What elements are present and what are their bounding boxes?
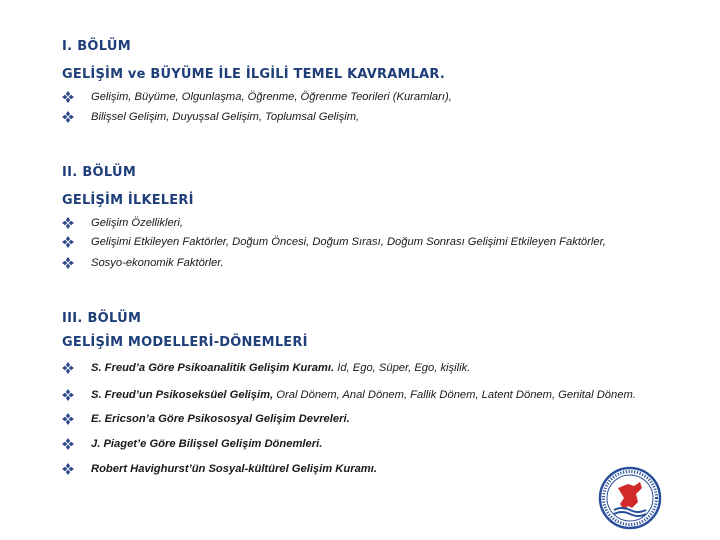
list-item-bold: Robert Havighurst’ün Sosyal-kültürel Gelişim Kuramı. bbox=[91, 463, 377, 475]
list-item-text bbox=[91, 413, 350, 425]
list-item bbox=[62, 463, 377, 475]
list-item-text bbox=[91, 362, 470, 374]
list-item-text: Gelişim Özellikleri, bbox=[91, 217, 183, 229]
section2-subtitle: GELİŞİM İLKELERİ bbox=[62, 193, 194, 208]
university-emblem-icon bbox=[598, 466, 662, 530]
list-item bbox=[62, 362, 470, 374]
diamond-bullet-icon bbox=[62, 438, 74, 450]
list-item bbox=[62, 438, 322, 450]
list-item bbox=[62, 236, 606, 248]
list-item-text: Gelişimi Etkileyen Faktörler, Doğum Öncesi, Doğum Sırası, Doğum Sonrası Gelişimi Etkileyen Faktörler, bbox=[91, 236, 606, 248]
list-item-bold: S. Freud’a Göre Psikoanalitik Gelişim Kuramı. bbox=[91, 362, 335, 374]
list-item-text: Sosyo-ekonomik Faktörler. bbox=[91, 257, 224, 269]
list-item-bold: J. Piaget’e Göre Bilişsel Gelişim Dönemleri. bbox=[91, 438, 323, 450]
list-item-text: Bilişsel Gelişim, Duyuşsal Gelişim, Toplumsal Gelişim, bbox=[91, 111, 360, 123]
list-item-bold: E. Ericson’a Göre Psikososyal Gelişim Devreleri. bbox=[91, 413, 350, 425]
section3-title: III. BÖLÜM bbox=[62, 311, 142, 326]
list-item bbox=[62, 91, 452, 103]
section1-title: I. BÖLÜM bbox=[62, 39, 131, 54]
list-item bbox=[62, 257, 224, 269]
list-item-text bbox=[91, 463, 377, 475]
diamond-bullet-icon bbox=[62, 111, 74, 123]
list-item bbox=[62, 111, 359, 123]
diamond-bullet-icon bbox=[62, 236, 74, 248]
diamond-bullet-icon bbox=[62, 91, 74, 103]
list-item-bold: S. Freud’un Psikoseksüel Gelişim, bbox=[91, 389, 274, 401]
diamond-bullet-icon bbox=[62, 217, 74, 229]
diamond-bullet-icon bbox=[62, 413, 74, 425]
list-item-text bbox=[91, 389, 636, 401]
diamond-bullet-icon bbox=[62, 257, 74, 269]
list-item bbox=[62, 413, 350, 425]
diamond-bullet-icon bbox=[62, 362, 74, 374]
list-item-rest: İd, Ego, Süper, Ego, kişilik. bbox=[334, 362, 471, 374]
list-item-text: Gelişim, Büyüme, Olgunlaşma, Öğrenme, Öğrenme Teorileri (Kuramları), bbox=[91, 91, 452, 103]
section2-title: II. BÖLÜM bbox=[62, 165, 137, 180]
list-item-rest: Oral Dönem, Anal Dönem, Fallik Dönem, Latent Dönem, Genital Dönem. bbox=[273, 389, 636, 401]
list-item-text bbox=[91, 438, 322, 450]
diamond-bullet-icon bbox=[62, 389, 74, 401]
section3-subtitle: GELİŞİM MODELLERİ-DÖNEMLERİ bbox=[62, 335, 308, 350]
list-item bbox=[62, 217, 183, 229]
list-item bbox=[62, 389, 636, 401]
diamond-bullet-icon bbox=[62, 463, 74, 475]
section1-subtitle: GELİŞİM ve BÜYÜME İLE İLGİLİ TEMEL KAVRAMLAR. bbox=[62, 67, 445, 82]
